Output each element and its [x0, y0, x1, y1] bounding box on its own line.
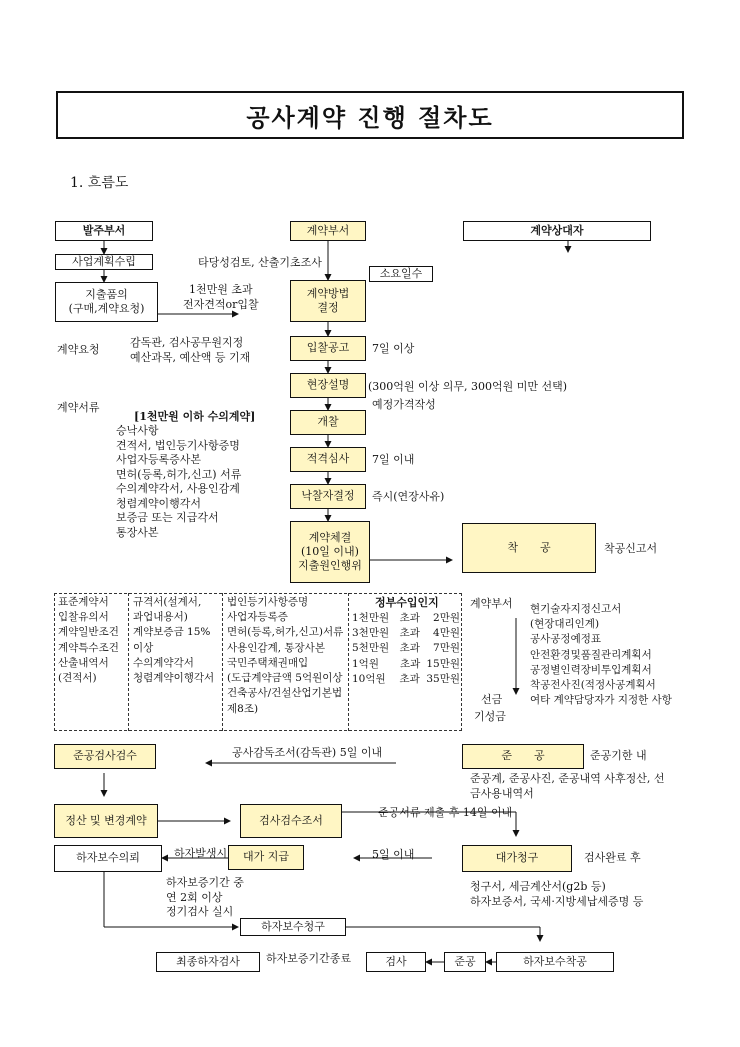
start-docs-items: 현기술자지정신고서 (현장대리인계) 공사공정예정표 안전환경및품질관리계획서 공정별인력장비투입계획서 착공전사진(적정사공계획서 여타 계약담당자가 지정한 사항: [530, 603, 672, 707]
doc-col-3: 법인등기사항증명 사업자등록증 면허(등록,허가,신고)서류 사용인감계, 통장사본 국민주택채권매입 (도급계약금액 5억원이상 건축공사/건설산업기본법 제8조): [227, 596, 344, 715]
briefing-note: (300억원 이상 의무, 300억원 미만 선택): [368, 380, 568, 393]
step-final-check: 최종하자검사: [156, 952, 260, 972]
header-order-dept: 발주부서: [55, 221, 153, 241]
step-review: 적격심사: [290, 447, 366, 472]
docs-label: 계약서류: [57, 401, 100, 414]
doc-col-2: 규격서(설계서, 과업내용서) 계약보증금 15% 이상 수의계약각서 청렴계약이행각서: [133, 596, 215, 685]
doc-table-divider: [128, 593, 129, 731]
step-check: 검사: [366, 952, 426, 972]
stamp-amount: 2만원: [433, 612, 460, 624]
header-counterpart: 계약상대자: [463, 221, 651, 241]
notice-days: 7일 이상: [372, 342, 415, 355]
done-deadline: 준공기한 내: [590, 749, 647, 762]
doc-table-divider: [222, 593, 223, 731]
private-contract-items: 승낙사항 견적서, 법인등기사항증명 사업자등록증사본 면허(등록,허가,신고) 서류 수의계약각서, 사용인감계 청렴계약이행각서 보증금 또는 지급각서 통장사본: [116, 424, 242, 539]
stamp-title: 정부수입인지: [375, 596, 439, 609]
step-signing: 계약체결 (10일 이내) 지출원인행위: [290, 521, 370, 583]
stamp-amount: 7만원: [433, 642, 460, 655]
header-contract-dept: 계약부서: [290, 221, 366, 241]
step-done: 준 공: [462, 744, 584, 769]
step-repair-done: 준공: [444, 952, 486, 972]
doc-table-divider: [348, 593, 349, 731]
stamp-range: 5천만원 초과: [352, 642, 420, 655]
step-repair-start: 하자보수착공: [496, 952, 614, 972]
stamp-row: [352, 641, 460, 656]
step-claim: 대가청구: [462, 845, 572, 872]
page-title: 공사계약 진행 절차도: [56, 91, 684, 139]
stamp-range: 1억원 초과: [352, 657, 421, 670]
start-docs-dept: 계약부서: [470, 597, 513, 610]
defect-occur: 하자발생시: [174, 847, 228, 860]
period-end: 하자보증기간종료: [266, 952, 352, 965]
step-notice: 입찰공고: [290, 336, 366, 361]
stamp-row: [352, 672, 460, 687]
advance-payment: 선금: [481, 693, 503, 706]
award-note: 즉시(연장사유): [372, 490, 445, 503]
step-defect-meeting: 하자보수의뢰: [54, 845, 162, 872]
stamp-range: 3천만원 초과: [352, 627, 420, 640]
step-inspect-report: 검사검수조서: [240, 804, 342, 838]
request-label: 계약요청: [57, 343, 100, 356]
claim-docs: 청구서, 세금계산서(g2b 등) 하자보증서, 국세·지방세납세증명 등: [470, 880, 644, 908]
stamp-row: [352, 626, 460, 641]
stamp-range: 10억원 초과: [352, 672, 420, 685]
step-plan: 사업계획수립: [55, 254, 153, 270]
method-note: 1천만원 초과 전자견적or입찰: [183, 283, 259, 311]
step-briefing: 현장설명: [290, 373, 366, 398]
step-settlement: 정산 및 변경계약: [54, 804, 158, 838]
step-inspection: 준공검사검수: [54, 744, 156, 769]
defect-period: 하자보증기간 중 연 2회 이상 정기검사 실시: [166, 876, 244, 919]
step-method: 계약방법 결정: [290, 280, 366, 322]
submit-note: 준공서류 제출 후 14일 이내: [378, 806, 513, 819]
stamp-amount: 15만원: [426, 657, 460, 670]
price-note: 예정가격작성: [372, 398, 436, 411]
pay-days: 5일 이내: [372, 848, 415, 861]
step-start: 착 공: [462, 523, 596, 573]
step-request: 지출품의 (구매,계약요청): [55, 282, 158, 322]
stamp-amount: 35만원: [426, 672, 460, 685]
required-days-label: 소요일수: [369, 266, 433, 282]
step-defect-claim: 하자보수청구: [240, 918, 346, 936]
section-heading: 1. 흐름도: [70, 175, 129, 191]
step-award: 낙찰자결정: [290, 484, 366, 509]
step-payment: 대가 지급: [228, 845, 304, 870]
supervision-note: 공사감독조서(감독관) 5일 이내: [232, 746, 383, 759]
request-note: 감독관, 검사공무원지정 예산과목, 예산액 등 기재: [130, 336, 251, 364]
private-contract-heading: [1천만원 이하 수의계약]: [134, 410, 256, 423]
stamp-row: [352, 611, 460, 626]
stamp-amount: 4만원: [433, 627, 460, 640]
doc-col-1: 표준계약서 입찰유의서 계약일반조건 계약특수조건 산출내역서 (견적서): [58, 596, 119, 685]
step-opening: 개찰: [290, 410, 366, 435]
claim-note: 검사완료 후: [584, 851, 641, 864]
stamp-table: [352, 611, 460, 687]
progress-payment: 기성금: [474, 710, 506, 723]
validity-note: 타당성검토, 산출기초조사: [198, 256, 322, 269]
start-report: 착공신고서: [604, 542, 658, 555]
review-days: 7일 이내: [372, 453, 415, 466]
done-docs: 준공계, 준공사진, 준공내역 사후정산, 선 금사용내역서: [470, 772, 665, 800]
stamp-row: [352, 657, 460, 672]
stamp-range: 1천만원 초과: [352, 612, 420, 624]
